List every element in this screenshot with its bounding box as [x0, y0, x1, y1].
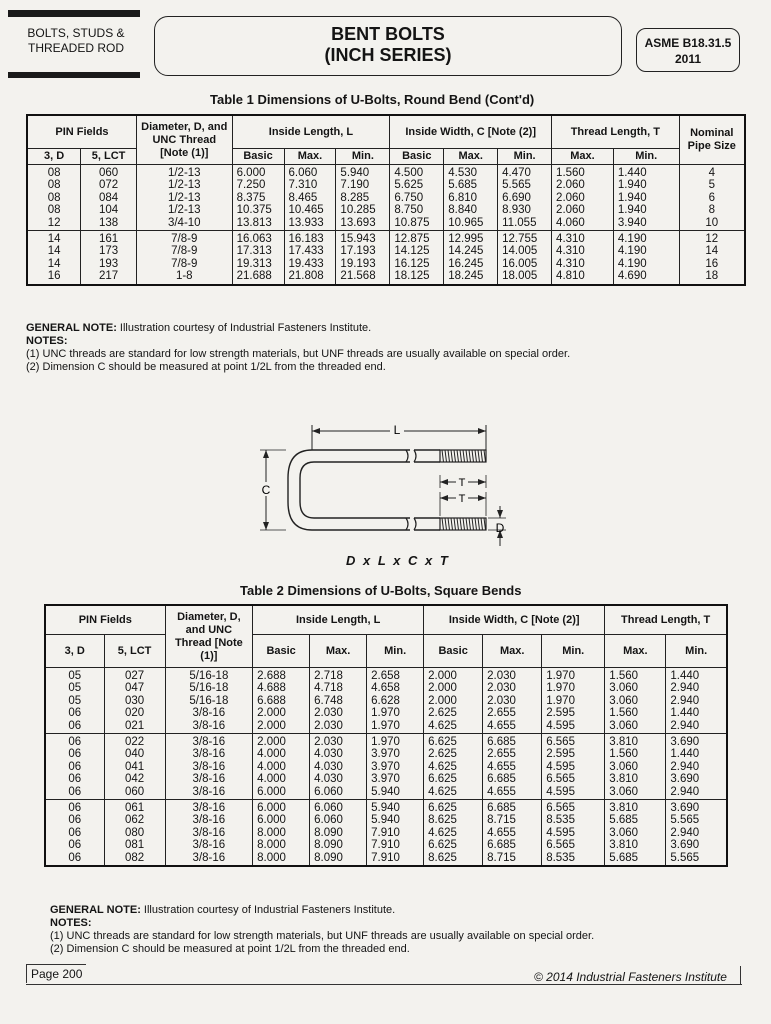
t2-header-inside-length: Inside Length, L	[253, 605, 424, 635]
arrow-right-icon	[478, 479, 486, 485]
t2-header-t-min: Min.	[666, 635, 727, 668]
footer-rule-vertical	[740, 966, 741, 985]
t1-cell-pipe: 4 5 6 8 10	[679, 165, 745, 231]
thread-line	[445, 450, 447, 462]
t1-header-thread-length: Thread Length, T	[552, 115, 680, 149]
t2-cell-c-min: 1.970 1.970 1.970 2.595 4.595	[542, 668, 605, 734]
t2-cell-t-min: 3.690 5.565 2.940 3.690 5.565	[666, 800, 727, 867]
section-label-line1: BOLTS, STUDS &	[27, 26, 125, 40]
t2-cell-l-min: 5.940 5.940 7.910 7.910 7.910	[367, 800, 424, 867]
thread-line	[466, 518, 468, 530]
thread-line	[484, 450, 486, 462]
t1-cell-c-max: 4.530 5.685 6.810 8.840 10.965	[444, 165, 498, 231]
break-mark	[414, 450, 416, 462]
t1-cell-l-min: 5.940 7.190 8.285 10.285 13.693	[336, 165, 390, 231]
t1-header-l-min: Min.	[336, 149, 390, 165]
t2-header-diameter: Diameter, D, and UNC Thread [Note (1)]	[165, 605, 253, 668]
t1-header-c-max: Max.	[444, 149, 498, 165]
thread-line	[466, 450, 468, 462]
t2-cell-3d: 06 06 06 06 06	[45, 734, 104, 800]
t2-cell-t-min: 3.690 1.440 2.940 3.690 2.940	[666, 734, 727, 800]
t2-cell-5lct: 061 062 080 081 082	[104, 800, 165, 867]
thread-line	[472, 518, 474, 530]
thread-line	[460, 450, 462, 462]
arrow-left-icon	[440, 495, 448, 501]
thread-line	[454, 450, 456, 462]
t2-cell-l-max: 6.060 6.060 8.090 8.090 8.090	[310, 800, 367, 867]
thread-line	[484, 518, 486, 530]
t1-cell-l-min: 15.943 17.193 19.193 21.568	[336, 231, 390, 285]
t2-header-5lct: 5, LCT	[104, 635, 165, 668]
t1-cell-c-basic: 4.500 5.625 6.750 8.750 10.875	[390, 165, 444, 231]
standard-box	[636, 28, 740, 72]
t2-general-note-text: Illustration courtesy of Industrial Fasteners Institute.	[143, 904, 396, 916]
t2-header-3d: 3, D	[45, 635, 104, 668]
page-number: Page 200	[26, 964, 86, 983]
standard-year: 2011	[674, 52, 702, 66]
thread-line	[478, 450, 480, 462]
t2-row-group	[45, 668, 727, 734]
page-title-line1: BENT BOLTS	[331, 24, 445, 44]
t2-note-1: (1) UNC threads are standard for low strength materials, but UNF threads are usually available on special order.	[50, 930, 595, 942]
table2-caption: Table 2 Dimensions of U-Bolts, Square Bends	[240, 583, 522, 598]
t2-cell-t-max: 1.560 3.060 3.060 1.560 3.060	[605, 668, 666, 734]
arrow-down-icon	[263, 522, 269, 530]
arrow-up-icon	[263, 450, 269, 458]
copyright: © 2014 Industrial Fasteners Institute	[534, 970, 727, 984]
t1-note-1: (1) UNC threads are standard for low strength materials, but UNF threads are usually available on special order.	[26, 348, 571, 360]
t1-header-pin-fields: PIN Fields	[27, 115, 136, 149]
table1-notes	[26, 322, 726, 374]
label-t-upper: T	[458, 477, 466, 489]
t1-cell-c-basic: 12.875 14.125 16.125 18.125	[390, 231, 444, 285]
t2-cell-l-max: 2.718 4.718 6.748 2.030 2.030	[310, 668, 367, 734]
t2-cell-c-basic: 2.000 2.000 2.000 2.625 4.625	[424, 668, 483, 734]
page-title	[155, 24, 621, 66]
thread-line	[463, 450, 465, 462]
t2-cell-diameter: 3/8-16 3/8-16 3/8-16 3/8-16 3/8-16	[165, 800, 253, 867]
t2-cell-c-min: 6.565 2.595 4.595 6.565 4.595	[542, 734, 605, 800]
t1-cell-t-max: 1.560 2.060 2.060 2.060 4.060	[552, 165, 614, 231]
t1-cell-c-max: 12.995 14.245 16.245 18.245	[444, 231, 498, 285]
t2-header-c-basic: Basic	[424, 635, 483, 668]
t1-row-group	[27, 165, 745, 231]
arrow-down-icon	[497, 510, 503, 518]
t2-notes-label	[50, 917, 750, 930]
diagram-caption: D x L x C x T	[346, 553, 450, 568]
break-mark	[406, 450, 408, 462]
t2-cell-l-basic: 2.688 4.688 6.688 2.000 2.000	[253, 668, 310, 734]
t2-cell-t-max: 3.810 1.560 3.060 3.810 3.060	[605, 734, 666, 800]
thread-line	[451, 450, 453, 462]
t1-cell-l-max: 6.060 7.310 8.465 10.465 13.933	[284, 165, 336, 231]
t1-notes-heading: NOTES:	[26, 335, 68, 347]
thread-line	[463, 518, 465, 530]
t2-header-c-min: Min.	[542, 635, 605, 668]
t1-header-5lct: 5, LCT	[81, 149, 137, 165]
t2-cell-5lct: 027 047 030 020 021	[104, 668, 165, 734]
t2-header-l-min: Min.	[367, 635, 424, 668]
t2-cell-l-basic: 2.000 4.000 4.000 4.000 6.000	[253, 734, 310, 800]
t1-header-t-min: Min.	[613, 149, 679, 165]
label-l: L	[393, 423, 401, 437]
t2-row-group	[45, 734, 727, 800]
t1-general-note	[26, 322, 726, 335]
break-mark	[406, 518, 408, 530]
t2-cell-l-max: 2.030 4.030 4.030 4.030 6.060	[310, 734, 367, 800]
table1-caption: Table 1 Dimensions of U-Bolts, Round Bend (Cont'd)	[210, 92, 535, 107]
t1-cell-3d: 08 08 08 08 12	[27, 165, 81, 231]
u-bolt-inner	[300, 462, 410, 518]
t1-cell-diameter: 7/8-9 7/8-9 7/8-9 1-8	[136, 231, 232, 285]
t2-notes-heading: NOTES:	[50, 917, 92, 929]
page-title-line2: (INCH SERIES)	[324, 45, 452, 65]
break-mark	[414, 518, 416, 530]
t2-cell-c-min: 6.565 8.535 4.595 6.565 8.535	[542, 800, 605, 867]
thread-line	[457, 518, 459, 530]
thread-line	[448, 450, 450, 462]
t1-header-l-basic: Basic	[232, 149, 284, 165]
t2-cell-diameter: 3/8-16 3/8-16 3/8-16 3/8-16 3/8-16	[165, 734, 253, 800]
t2-cell-c-basic: 6.625 2.625 4.625 6.625 4.625	[424, 734, 483, 800]
t1-cell-pipe: 12 14 16 18	[679, 231, 745, 285]
thread-line	[481, 450, 483, 462]
t2-header-pin-fields: PIN Fields	[45, 605, 165, 635]
t2-cell-5lct: 022 040 041 042 060	[104, 734, 165, 800]
t2-cell-l-min: 1.970 3.970 3.970 3.970 5.940	[367, 734, 424, 800]
t1-header-inside-width: Inside Width, C [Note (2)]	[390, 115, 552, 149]
t1-cell-5lct: 161 173 193 217	[81, 231, 137, 285]
t1-cell-5lct: 060 072 084 104 138	[81, 165, 137, 231]
thread-line	[472, 450, 474, 462]
t1-header-3d: 3, D	[27, 149, 81, 165]
t2-header-l-basic: Basic	[253, 635, 310, 668]
t2-cell-t-min: 1.440 2.940 2.940 1.440 2.940	[666, 668, 727, 734]
table1	[26, 114, 746, 286]
header-bar-bottom	[8, 72, 140, 78]
t2-note-2: (2) Dimension C should be measured at point 1/2L from the threaded end.	[50, 943, 410, 955]
thread-line	[442, 518, 444, 530]
header-bar-top	[8, 10, 140, 17]
t1-header-l-max: Max.	[284, 149, 336, 165]
t2-cell-3d: 06 06 06 06 06	[45, 800, 104, 867]
t1-header-c-basic: Basic	[390, 149, 444, 165]
t1-cell-t-min: 1.440 1.940 1.940 1.940 3.940	[613, 165, 679, 231]
t1-cell-3d: 14 14 14 16	[27, 231, 81, 285]
t1-cell-diameter: 1/2-13 1/2-13 1/2-13 1/2-13 3/4-10	[136, 165, 232, 231]
t2-cell-c-max: 6.685 8.715 4.655 6.685 8.715	[483, 800, 542, 867]
t1-cell-t-min: 4.190 4.190 4.190 4.690	[613, 231, 679, 285]
thread-line	[469, 518, 471, 530]
t2-cell-diameter: 5/16-18 5/16-18 5/16-18 3/8-16 3/8-16	[165, 668, 253, 734]
t2-cell-c-basic: 6.625 8.625 4.625 6.625 8.625	[424, 800, 483, 867]
t1-cell-t-max: 4.310 4.310 4.310 4.810	[552, 231, 614, 285]
thread-line	[445, 518, 447, 530]
page-title-box	[154, 16, 622, 76]
t1-notes-label	[26, 335, 726, 348]
t1-cell-l-basic: 16.063 17.313 19.313 21.688	[232, 231, 284, 285]
t1-cell-c-min: 4.470 5.565 6.690 8.930 11.055	[498, 165, 552, 231]
thread-line	[481, 518, 483, 530]
t2-cell-c-max: 2.030 2.030 2.030 2.655 4.655	[483, 668, 542, 734]
thread-line	[451, 518, 453, 530]
t1-header-t-max: Max.	[552, 149, 614, 165]
t2-cell-l-basic: 6.000 6.000 8.000 8.000 8.000	[253, 800, 310, 867]
t2-row-group	[45, 800, 727, 867]
t2-header-inside-width: Inside Width, C [Note (2)]	[424, 605, 605, 635]
thread-line	[460, 518, 462, 530]
table2	[44, 604, 728, 867]
thread-line	[475, 518, 477, 530]
t1-note-2: (2) Dimension C should be measured at point 1/2L from the threaded end.	[26, 361, 386, 373]
thread-line	[442, 450, 444, 462]
section-label-line2: THREADED ROD	[27, 41, 124, 55]
label-t-lower: T	[458, 493, 466, 505]
arrow-right-icon	[478, 495, 486, 501]
table2-notes	[50, 904, 750, 956]
t1-cell-l-max: 16.183 17.433 19.433 21.808	[284, 231, 336, 285]
label-d: D	[495, 521, 505, 535]
t2-header-c-max: Max.	[483, 635, 542, 668]
arrow-left-icon	[440, 479, 448, 485]
t1-header-nominal-pipe: Nominal Pipe Size	[679, 115, 745, 165]
footer-rule	[26, 984, 742, 985]
t2-header-thread-length: Thread Length, T	[605, 605, 727, 635]
t1-cell-c-min: 12.755 14.005 16.005 18.005	[498, 231, 552, 285]
t2-cell-l-min: 2.658 4.658 6.628 1.970 1.970	[367, 668, 424, 734]
arrow-right-icon	[478, 428, 486, 434]
t1-general-note-label: GENERAL NOTE:	[26, 322, 117, 334]
t2-cell-c-max: 6.685 2.655 4.655 6.685 4.655	[483, 734, 542, 800]
thread-line	[457, 450, 459, 462]
thread-line	[448, 518, 450, 530]
thread-line	[478, 518, 480, 530]
t2-cell-t-max: 3.810 5.685 3.060 3.810 5.685	[605, 800, 666, 867]
thread-line	[475, 450, 477, 462]
t1-cell-l-basic: 6.000 7.250 8.375 10.375 13.813	[232, 165, 284, 231]
arrow-left-icon	[312, 428, 320, 434]
t2-general-note	[50, 904, 750, 917]
standard-code: ASME B18.31.5	[644, 36, 732, 50]
t1-row-group	[27, 231, 745, 285]
thread-line	[454, 518, 456, 530]
t1-header-c-min: Min.	[498, 149, 552, 165]
t2-general-note-label: GENERAL NOTE:	[50, 904, 141, 916]
t2-header-l-max: Max.	[310, 635, 367, 668]
t1-general-note-text: Illustration courtesy of Industrial Fasteners Institute.	[119, 322, 372, 334]
t2-cell-3d: 05 05 05 06 06	[45, 668, 104, 734]
label-c: C	[261, 483, 271, 497]
thread-line	[469, 450, 471, 462]
t2-header-t-max: Max.	[605, 635, 666, 668]
t1-header-diameter: Diameter, D, and UNC Thread [Note (1)]	[136, 115, 232, 165]
section-label	[12, 26, 140, 56]
t1-header-inside-length: Inside Length, L	[232, 115, 390, 149]
